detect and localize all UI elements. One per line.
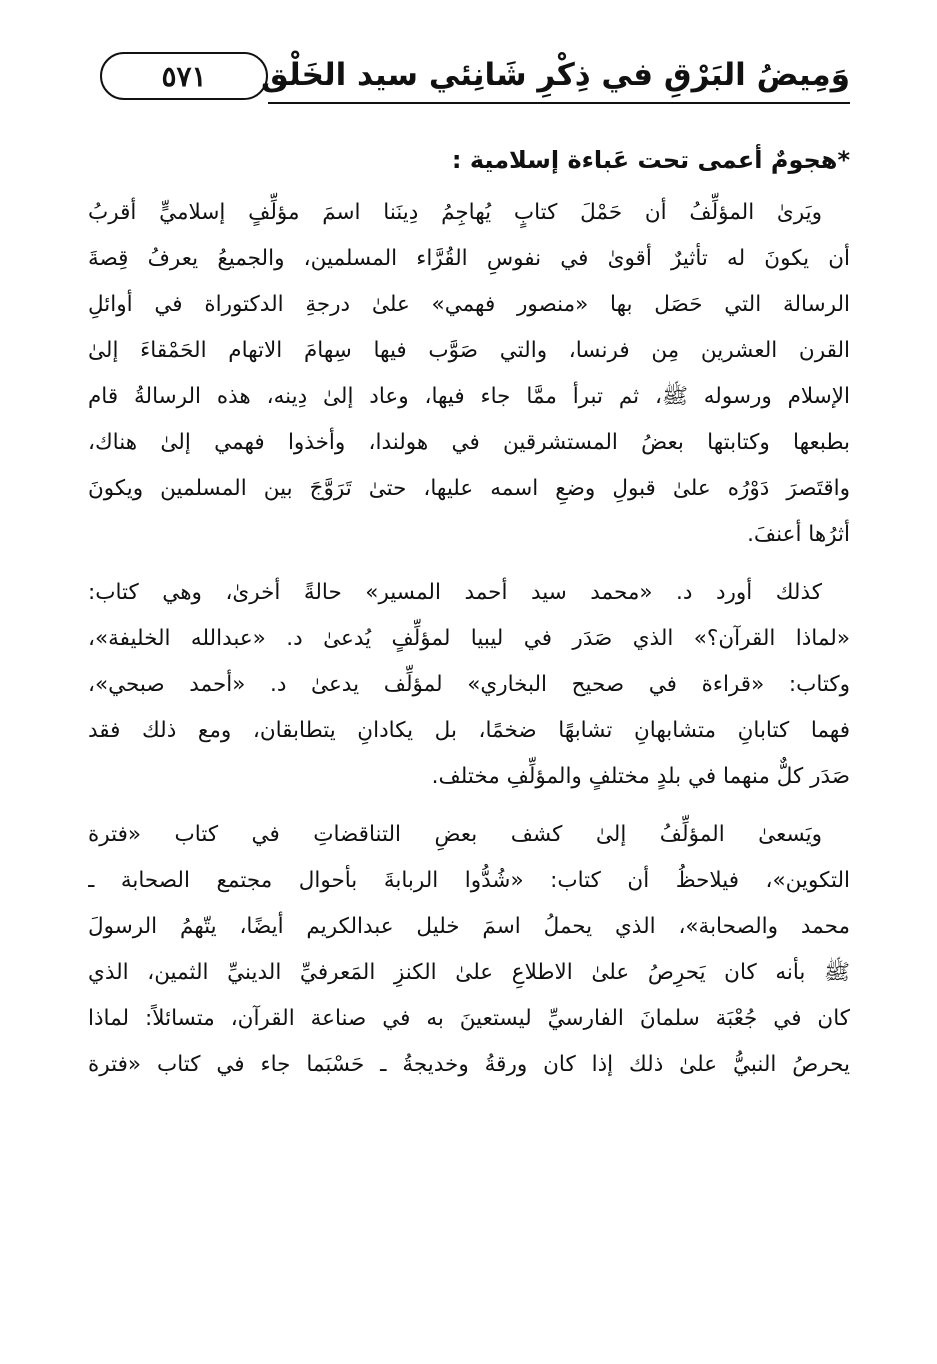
text-line: واقتَصرَ دَوْرُه علىٰ قبولِ وضعِ اسمه عليها، حتىٰ تَرَوَّجَ بين المسلمين ويكونَ — [88, 476, 850, 501]
paragraph-3 — [88, 812, 850, 1088]
text-line: القرن العشرين مِن فرنسا، والتي صَوَّب فيها سِهامَ الاتهام الحَمْقاءَ إلىٰ — [88, 338, 850, 363]
paragraph-1 — [88, 190, 850, 558]
page-body — [88, 136, 850, 1100]
text-line: الرسالة التي حَصَل بها «منصور فهمي» علىٰ درجةِ الدكتوراة في أوائلِ — [88, 292, 850, 317]
text-line: يحرصُ النبيُّ علىٰ ذلك إذا كان ورقةُ وخديجةُ ـ حَسْبَما جاء في كتاب «فترة — [88, 1052, 850, 1077]
text-line: بطبعها وكتابتها بعضُ المستشرقين في هولندا، وأخذوا فهمي إلىٰ هناك، — [88, 430, 850, 455]
text-line: ﷺ بأنه كان يَحرِصُ علىٰ الاطلاعِ علىٰ الكنزِ المَعرفيِّ الدينيِّ الثمين، الذي — [88, 960, 850, 985]
text-line: «لماذا القرآن؟» الذي صَدَر في ليبيا لمؤلِّفٍ يُدعىٰ د. «عبدالله الخليفة»، — [88, 626, 850, 651]
text-line: أن يكونَ له تأثيرٌ أقوىٰ في نفوسِ القُرَّاء المسلمين، والجميعُ يعرفُ قِصةَ — [88, 246, 850, 271]
text-line: ويَرىٰ المؤلِّفُ أن حَمْلَ كتابٍ يُهاجِمُ دِينَنا اسمَ مؤلِّفٍ إسلاميٍّ أقربُ — [88, 200, 822, 225]
text-line: صَدَر كلٌّ منهما في بلدٍ مختلفٍ والمؤلِّفِ مختلف. — [431, 764, 850, 789]
page-number: ٥٧١ — [100, 52, 268, 100]
text-line: التكوين»، فيلاحظُ أن كتاب: «شُدُّوا الربابةَ بأحوال مجتمع الصحابة ـ — [88, 868, 850, 893]
header-divider — [268, 102, 850, 104]
running-title: وَمِيضُ البَرْقِ في ذِكْرِ شَانِئي سيد الخَلْق — [261, 57, 850, 93]
section-heading: *هجومٌ أعمى تحت عَباءة إسلامية : — [451, 146, 850, 174]
text-line: كان في جُعْبَة سلمانَ الفارسيِّ ليستعينَ به في صناعة القرآن، متسائلاً: لماذا — [88, 1006, 850, 1031]
text-line: ويَسعىٰ المؤلِّفُ إلىٰ كشف بعضِ التناقضاتِ في كتاب «فترة — [88, 822, 822, 847]
text-line: وكتاب: «قراءة في صحيح البخاري» لمؤلِّف يدعىٰ د. «أحمد صبحي»، — [88, 672, 850, 697]
text-line: الإسلام ورسوله ﷺ، ثم تبرأ ممَّا جاء فيها، وعاد إلىٰ دِينه، هذه الرسالةُ قام — [88, 384, 850, 409]
page-header — [92, 46, 850, 108]
text-line: كذلك أورد د. «محمد سيد أحمد المسير» حالةً أخرىٰ، وهي كتاب: — [88, 580, 822, 605]
text-line: فهما كتابانِ متشابهانِ تشابهًا ضخمًا، بل يكادانِ يتطابقان، ومع ذلك فقد — [88, 718, 850, 743]
text-line: أثرُها أعنفَ. — [747, 522, 850, 547]
paragraph-2 — [88, 570, 850, 800]
text-line: محمد والصحابة»، الذي يحملُ اسمَ خليل عبدالكريم أيضًا، يتّهمُ الرسولَ — [88, 914, 850, 939]
